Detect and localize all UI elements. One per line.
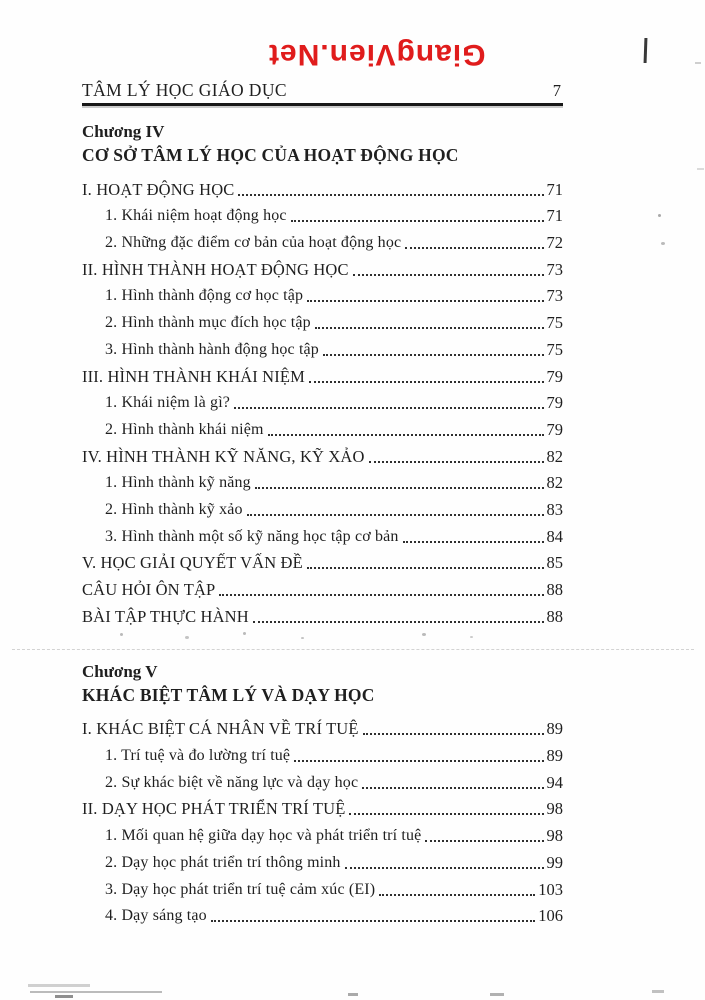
dotted-leader	[425, 840, 543, 842]
toc-entry	[82, 387, 563, 414]
toc-entry-label: II. DẠY HỌC PHÁT TRIỂN TRÍ TUỆ	[82, 799, 346, 819]
toc-entries	[82, 713, 563, 927]
toc-entry	[82, 413, 563, 440]
toc-entry-label: 1. Hình thành động cơ học tập	[105, 287, 304, 305]
dotted-leader	[309, 381, 544, 383]
dotted-leader	[238, 194, 543, 196]
dotted-leader	[307, 567, 544, 569]
toc-entry-page: 83	[546, 499, 563, 519]
toc-entry-label: 1. Trí tuệ và đo lường trí tuệ	[105, 747, 291, 765]
toc-entry-label: CÂU HỎI ÔN TẬP	[82, 580, 216, 599]
toc-entry-page: 106	[538, 906, 563, 926]
toc-entry-page: 73	[546, 259, 563, 279]
toc-entry-label: II. HÌNH THÀNH HOẠT ĐỘNG HỌC	[82, 259, 349, 279]
toc-entry	[82, 467, 563, 494]
toc-entry	[82, 600, 563, 627]
dotted-leader	[247, 514, 544, 516]
toc-entry-label: 3. Hình thành hành động học tập	[105, 340, 319, 358]
toc-entry	[82, 440, 563, 467]
toc-entry	[82, 573, 563, 600]
toc-entry-label: 2. Sự khác biệt về năng lực và dạy học	[105, 773, 359, 791]
toc-entry-page: 88	[546, 580, 563, 599]
dotted-leader	[315, 327, 544, 329]
toc-entry-label: 4. Dạy sáng tạo	[105, 907, 207, 925]
toc-entry	[82, 520, 563, 547]
toc-entry-page: 82	[546, 473, 563, 493]
toc-entry-page: 79	[546, 393, 563, 413]
dotted-leader	[255, 487, 544, 489]
toc-entry-label: 3. Dạy học phát triển trí tuệ cảm xúc (EI)	[105, 880, 376, 898]
toc-entry-page: 73	[546, 286, 563, 306]
toc-entry-page: 85	[546, 553, 563, 573]
dotted-leader	[234, 407, 543, 409]
scan-noise-smudge	[55, 995, 73, 998]
toc-entry-label: 2. Hình thành kỹ xảo	[105, 500, 243, 518]
toc-entry-label: 3. Hình thành một số kỹ năng học tập cơ bản	[105, 527, 399, 545]
scan-noise-smudge	[28, 984, 90, 987]
scan-noise-smudge	[30, 991, 162, 993]
toc-entry-label: 1. Hình thành kỹ năng	[105, 474, 251, 492]
toc-entry-page: 98	[546, 799, 563, 819]
toc-entry	[82, 200, 563, 227]
toc-entry-page: 98	[546, 826, 563, 846]
scan-noise-dot	[697, 168, 704, 170]
dotted-leader	[379, 894, 535, 896]
toc-entry-page: 89	[546, 746, 563, 766]
toc-entry-page: 75	[546, 313, 563, 333]
dotted-leader	[349, 813, 543, 815]
toc-entry-page: 89	[546, 719, 563, 739]
toc-entry-page: 88	[546, 606, 563, 626]
toc-entry-label: 1. Khái niệm hoạt động học	[105, 207, 287, 225]
dotted-leader	[253, 621, 544, 623]
dotted-leader	[403, 541, 544, 543]
dotted-leader	[307, 300, 543, 302]
toc-entry	[82, 819, 563, 846]
toc-entry	[82, 253, 563, 280]
toc-entry-label: BÀI TẬP THỰC HÀNH	[82, 606, 249, 626]
toc-entry	[82, 793, 563, 820]
toc-entry-page: 82	[546, 446, 563, 466]
toc-entry-label: V. HỌC GIẢI QUYẾT VẤN ĐỀ	[82, 553, 303, 573]
dotted-leader	[345, 867, 544, 869]
toc-entry	[82, 713, 563, 740]
toc-entry	[82, 360, 563, 387]
dotted-leader	[294, 760, 543, 762]
scan-noise-dot	[695, 62, 701, 64]
table-of-contents	[82, 121, 563, 926]
dotted-leader	[291, 220, 544, 222]
toc-section	[82, 121, 563, 627]
toc-entry	[82, 766, 563, 793]
toc-entries	[82, 173, 563, 627]
chapter-label: Chương IV	[82, 122, 165, 141]
toc-entry-page: 103	[538, 879, 563, 899]
toc-entry-label: 2. Hình thành khái niệm	[105, 420, 264, 438]
toc-entry-page: 84	[546, 526, 563, 546]
toc-entry-label: I. HOẠT ĐỘNG HỌC	[82, 179, 235, 199]
toc-entry	[82, 280, 563, 307]
toc-entry-label: 1. Mối quan hệ giữa dạy học và phát triển trí tuệ	[105, 827, 422, 845]
dotted-leader	[268, 434, 544, 436]
toc-entry-label: 2. Dạy học phát triển trí thông minh	[105, 853, 341, 871]
page-number: 7	[552, 81, 561, 100]
toc-entry-label: 2. Những đặc điểm cơ bản của hoạt động học	[105, 234, 402, 252]
dotted-leader	[323, 354, 544, 356]
scan-noise-smudge	[348, 993, 358, 996]
dotted-leader	[219, 594, 543, 596]
toc-entry	[82, 226, 563, 253]
watermark-text: GiangVien.Net	[268, 38, 486, 71]
scan-noise-dash	[644, 38, 648, 63]
toc-entry	[82, 547, 563, 574]
dotted-leader	[363, 733, 544, 735]
toc-entry	[82, 333, 563, 360]
dotted-leader	[369, 461, 544, 463]
toc-entry	[82, 173, 563, 200]
chapter-title: KHÁC BIỆT TÂM LÝ VÀ DẠY HỌC	[82, 684, 375, 705]
toc-entry-page: 71	[546, 206, 563, 226]
dotted-leader	[211, 920, 535, 922]
dotted-leader	[362, 787, 543, 789]
dotted-leader	[353, 274, 544, 276]
toc-entry-label: III. HÌNH THÀNH KHÁI NIỆM	[82, 366, 305, 386]
scan-noise-smudge	[490, 993, 504, 996]
toc-entry	[82, 873, 563, 900]
toc-entry	[82, 846, 563, 873]
scan-noise-dot	[658, 214, 661, 217]
toc-entry-page: 79	[546, 419, 563, 439]
toc-entry-label: 1. Khái niệm là gì?	[105, 394, 231, 412]
toc-entry-page: 71	[546, 179, 563, 199]
toc-entry	[82, 306, 563, 333]
running-head	[82, 80, 563, 101]
toc-entry-page: 75	[546, 339, 563, 359]
toc-entry-page: 99	[546, 852, 563, 872]
toc-section	[82, 661, 563, 927]
chapter-label: Chương V	[82, 661, 158, 681]
chapter-title: CƠ SỞ TÂM LÝ HỌC CỦA HOẠT ĐỘNG HỌC	[82, 145, 459, 165]
scan-noise-smudge	[652, 990, 664, 993]
dotted-leader	[405, 247, 543, 249]
toc-entry-page: 94	[546, 772, 563, 792]
toc-entry	[82, 739, 563, 766]
book-title: TÂM LÝ HỌC GIÁO DỤC	[82, 80, 287, 100]
toc-entry-page: 79	[546, 366, 563, 386]
scan-noise-dot	[661, 242, 665, 245]
toc-entry-page: 72	[546, 233, 563, 253]
toc-entry-label: IV. HÌNH THÀNH KỸ NĂNG, KỸ XẢO	[82, 446, 365, 466]
toc-entry	[82, 493, 563, 520]
toc-entry-label: 2. Hình thành mục đích học tập	[105, 314, 311, 332]
header-rule	[82, 103, 563, 106]
toc-entry	[82, 900, 563, 927]
toc-entry-label: I. KHÁC BIỆT CÁ NHÂN VỀ TRÍ TUỆ	[82, 719, 359, 739]
